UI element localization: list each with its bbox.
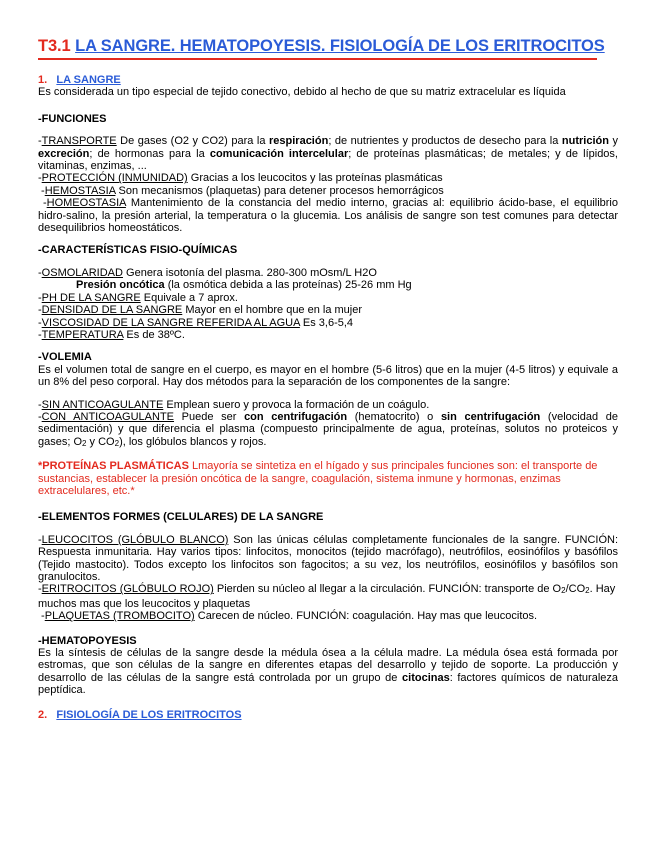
page-title [38, 37, 638, 56]
volemia-paragraph: Es el volumen total de sangre en el cuerpo, es mayor en el hombre (5-6 litros) que en la mujer (4-5 litros) y equivale a un 8% del peso corporal. Hay dos métodos para la separación de los componentes de la sangre: [38, 363, 618, 389]
volemia-heading: -VOLEMIA [38, 351, 92, 364]
con-text-4: y CO [86, 435, 115, 448]
oncotica-text: (la osmótica debida a las proteínas) 25-26 mm Hg [164, 279, 412, 292]
proteinas-label: *PROTEÍNAS PLASMÁTICAS [38, 460, 189, 473]
title-underline [38, 58, 597, 60]
section-1-number: 1. [38, 74, 48, 86]
hematopoyesis-heading: -HEMATOPOYESIS [38, 634, 137, 647]
car-presion-oncotica [38, 279, 618, 291]
eritrocitos-text-3: . Hay muchos mas que los leucocitos y plaquetas [38, 583, 616, 610]
viscosidad-text: Es 3,6-5,4 [299, 316, 354, 329]
nutricion-term: nutrición [561, 135, 609, 148]
plaquetas-label: PLAQUETAS (TROMBOCITO) [44, 610, 195, 623]
funcion-homeostasia: -HOMEOSTASIA Mantenimiento de la constancia del medio interno, gracias al: equilibrio ácido-base, el equilibrio hidro-salino, la presión arterial, la temperatura o la glucemia. Los análisis de sangre son test comunes para detectar desequilibrios homeostáticos. [38, 197, 618, 235]
subscript-o2: 2 [82, 438, 87, 448]
osmolaridad-label: OSMOLARIDAD [41, 266, 123, 279]
title-link[interactable]: LA SANGRE. HEMATOPOYESIS. FISIOLOGÍA DE LOS ERITROCITOS [75, 37, 605, 55]
proteccion-text: Gracias a los leucocitos y las proteínas plasmáticas [187, 172, 443, 185]
temperatura-text: Es de 38ºC. [123, 328, 185, 341]
intro-paragraph: Es considerada un tipo especial de tejido conectivo, debido al hecho de que su matriz extracelular es líquida [38, 86, 566, 99]
section-2-link[interactable]: FISIOLOGÍA DE LOS ERITROCITOS [56, 708, 242, 721]
con-text-5: ), los glóbulos blancos y rojos. [119, 435, 267, 448]
osmolaridad-text: Genera isotonía del plasma. 280-300 mOsm/L H2O [122, 266, 377, 279]
transporte-text-5: ; de proteínas plasmáticas; de metales; y de lípidos, vitaminas, enzimas, ... [38, 147, 618, 173]
funcion-proteccion: -PROTECCIÓN (INMUNIDAD) Gracias a los leucocitos y las proteínas plasmáticas [38, 172, 443, 185]
citocinas-term: citocinas [402, 671, 450, 684]
plaquetas-text: Carecen de núcleo. FUNCIÓN: coagulación. Hay mas que leucocitos. [194, 610, 538, 623]
volemia-con-anticoagulante: -CON ANTICOAGULANTE Puede ser con centrifugación (hematocrito) o sin centrifugación (velocidad de sedimentación) y que diferencia el plasma (compuesto principalmente de agua, proteínas, solutos no proteicos y gases; $O_2$ y $CO_2$), los glóbulos blancos y rojos. [38, 410, 618, 448]
con-text-2: (hematocrito) o [347, 410, 441, 423]
respiracion-term: respiración [269, 135, 329, 148]
section-1-link[interactable]: LA SANGRE [56, 74, 121, 86]
elementos-heading: -ELEMENTOS FORMES (CELULARES) DE LA SANGRE [38, 511, 324, 524]
car-viscosidad: -VISCOSIDAD DE LA SANGRE REFERIDA AL AGUA Es 3,6-5,4 [38, 316, 354, 329]
transporte-text-4: ; de hormonas para la [89, 147, 210, 160]
hemostasia-label: HEMOSTASIA [44, 184, 116, 197]
proteccion-label: PROTECCIÓN (INMUNIDAD) [41, 172, 188, 185]
caracteristicas-heading: -CARACTERÍSTICAS FISIO-QUÍMICAS [38, 244, 238, 257]
transporte-text-1: De gases (O2 y CO2) para la [116, 135, 269, 148]
car-temperatura: -TEMPERATURA Es de 38ºC. [38, 328, 185, 341]
homeostasia-text: Mantenimiento de la constancia del medio interno, gracias al: equilibrio ácido-base, el equilibrio hidro-salino, la presión arterial, la temperatura o la glucemia. Los análisis de sangre son test comunes para detectar desequilibrios homeostáticos. [38, 197, 618, 235]
con-text-3: (velocidad de sedimentación) y que diferencia el plasma (compuesto principalmente de agua, proteínas, solutos no proteicos y gases; O [38, 410, 618, 448]
section-2-heading [38, 709, 618, 721]
comunicacion-term: comunicación intercelular [209, 147, 349, 160]
sin-centrifugacion-term: sin centrifugación [440, 410, 541, 423]
elem-plaquetas: -PLAQUETAS (TROMBOCITO) Carecen de núcleo. FUNCIÓN: coagulación. Hay mas que leucocitos. [38, 610, 538, 623]
viscosidad-label: VISCOSIDAD DE LA SANGRE REFERIDA AL AGUA [41, 316, 300, 329]
proteinas-plasmaticas-note [38, 460, 618, 497]
section-1-heading [38, 74, 618, 86]
sin-anticoagulante-text: Emplean suero y provoca la formación de un coágulo. [163, 398, 430, 411]
volemia-sin-anticoagulante: -SIN ANTICOAGULANTE Emplean suero y provoca la formación de un coágulo. [38, 398, 430, 411]
funciones-heading: -FUNCIONES [38, 112, 107, 125]
leucocitos-text: Son las únicas células completamente funcionales de la sangre. FUNCIÓN: Respuesta inmunitaria. Hay varios tipos: linfocitos, monocitos (tejido macrófago), neutrófilos, eosinófilos y basófilos (Tejido mastocito). Todos excepto los linfocitos son fagocitos; a su vez, los neutrófilos, eosinófilos y basófilos son granulocitos. [38, 533, 618, 583]
sin-anticoagulante-label: SIN ANTICOAGULANTE [41, 398, 164, 411]
elem-leucocitos: -LEUCOCITOS (GLÓBULO BLANCO) Son las únicas células completamente funcionales de la sangre. FUNCIÓN: Respuesta inmunitaria. Hay varios tipos: linfocitos, monocitos (tejido macrófago), neutrófilos, eosinófilos y basófilos (Tejido mastocito). Todos excepto los linfocitos son fagocitos; a su vez, los neutrófilos, eosinófilos y basófilos son granulocitos. [38, 533, 618, 583]
hematopoyesis-text-1: Es la síntesis de células de la sangre desde la médula ósea a la célula madre. La médula ósea está formada por estromas, que son células de la sangre en diferentes etapas del desarrollo y tejido de soporte. La producción y desarrollo de las células de la sangre está controlada por un grupo de [38, 647, 618, 684]
transporte-text-3: y [608, 135, 618, 148]
ph-label: PH DE LA SANGRE [41, 291, 141, 304]
excrecion-term: excreción [38, 147, 90, 160]
densidad-label: DENSIDAD DE LA SANGRE [41, 304, 183, 317]
transporte-text-2: ; de nutrientes y productos de desecho para la [328, 135, 562, 148]
con-anticoagulante-label: CON ANTICOAGULANTE [41, 410, 175, 423]
oncotica-label: Presión oncótica [76, 279, 165, 292]
ph-text: Equivale a 7 aprox. [140, 291, 238, 304]
leucocitos-label: LEUCOCITOS (GLÓBULO BLANCO) [41, 533, 229, 546]
hemostasia-text: Son mecanismos (plaquetas) para detener procesos hemorrágicos [115, 184, 444, 197]
subscript-o2-b: 2 [561, 586, 566, 596]
con-text-1: Puede ser [174, 410, 245, 423]
document-body [38, 74, 618, 721]
hematopoyesis-paragraph [38, 647, 618, 697]
hematopoyesis-text-2: : factores químicos de naturaleza peptídica. [38, 671, 618, 697]
subscript-co2: 2 [114, 438, 120, 448]
eritrocitos-label: ERITROCITOS (GLÓBULO ROJO) [41, 583, 214, 596]
eritrocitos-text-2: /CO [565, 583, 586, 596]
temperatura-label: TEMPERATURA [41, 328, 124, 341]
con-centrifugacion-term: con centrifugación [244, 410, 348, 423]
densidad-text: Mayor en el hombre que en la mujer [182, 304, 363, 317]
car-osmolaridad: -OSMOLARIDAD Genera isotonía del plasma. 280-300 mOsm/L H2O [38, 266, 377, 279]
transporte-label: TRANSPORTE [41, 135, 117, 148]
funcion-transporte: -TRANSPORTE De gases (O2 y CO2) para la respiración; de nutrientes y productos de desecho para la nutrición y excreción; de hormonas para la comunicación intercelular; de proteínas plasmáticas; de metales; y de lípidos, vitaminas, enzimas, ... [38, 135, 618, 173]
eritrocitos-text-1: Pierden su núcleo al llegar a la circulación. FUNCIÓN: transporte de O [213, 583, 562, 596]
section-2-number: 2. [38, 708, 48, 721]
proteinas-text: Lmayoría se sintetiza en el hígado y sus principales funciones son: el transporte de sustancias, establecer la presión oncótica de la sangre, coagulación, sistema inmune y hormonas, enzimas extracelulares, etc.* [38, 460, 598, 497]
subscript-co2-b: 2 [585, 586, 590, 596]
homeostasia-label: HOMEOSTASIA [46, 197, 126, 210]
funcion-hemostasia: -HEMOSTASIA Son mecanismos (plaquetas) para detener procesos hemorrágicos [38, 184, 444, 197]
elem-eritrocitos: -ERITROCITOS (GLÓBULO ROJO) Pierden su núcleo al llegar a la circulación. FUNCIÓN: transporte de $O_2/CO_2$. Hay muchos mas que los leucocitos y plaquetas [38, 583, 616, 610]
title-number: T3.1 [38, 37, 71, 55]
car-densidad: -DENSIDAD DE LA SANGRE Mayor en el hombre que en la mujer [38, 304, 363, 317]
car-ph: -PH DE LA SANGRE Equivale a 7 aprox. [38, 291, 238, 304]
